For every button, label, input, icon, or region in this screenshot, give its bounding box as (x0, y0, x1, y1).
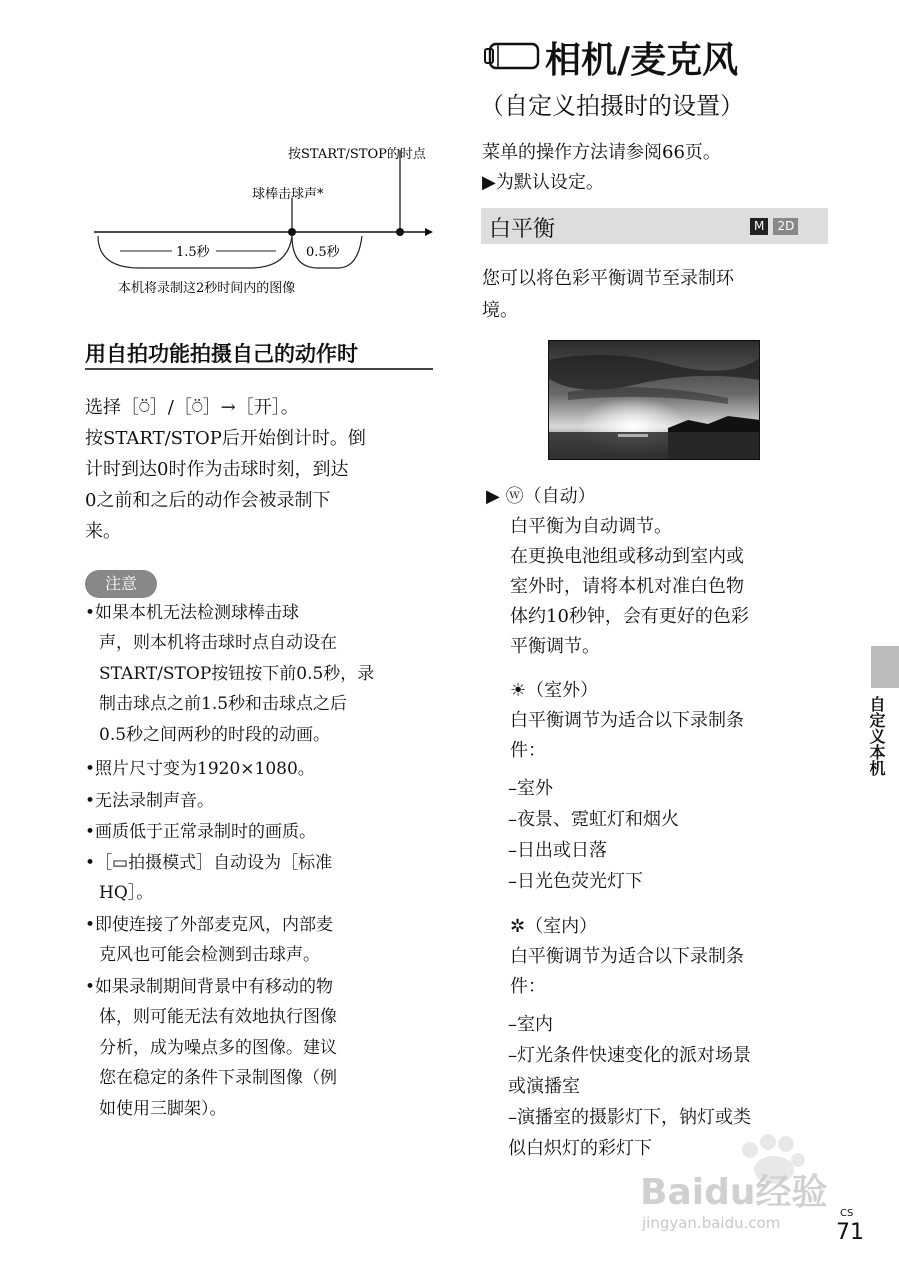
auto-option-heading: ▶ ⓦ（自动） (486, 486, 596, 507)
section-heading-self-capture: 用自拍功能拍摄自己的动作时 (85, 341, 358, 366)
page-title: 相机/麦克风 (545, 40, 739, 81)
auto-desc-line: 在更换电池组或移动到室内或 (510, 546, 744, 567)
note-item: •照片尺寸变为1920×1080。 (85, 759, 315, 779)
diagram-caption: 本机将录制这2秒时间内的图像 (118, 281, 296, 296)
outdoor-condition: –日光色荧光灯下 (508, 871, 643, 892)
watermark-url: jingyan.baidu.com (642, 1214, 781, 1232)
chapter-tab-marker (871, 646, 899, 688)
indoor-condition: 似白炽灯的彩灯下 (508, 1138, 652, 1159)
page-language-code: CS (840, 1208, 854, 1219)
left-para-line: 计时到达0时作为击球时刻，到达 (85, 459, 349, 480)
outdoor-desc-line: 白平衡调节为适合以下录制条 (510, 710, 744, 731)
auto-desc-line: 体约10秒钟，会有更好的色彩 (510, 606, 749, 627)
hit-sound-label: 球棒击球声* (252, 187, 324, 202)
note-line: 制击球点之前1.5秒和击球点之后 (99, 694, 348, 714)
section-desc-line: 境。 (482, 300, 518, 321)
left-para-line: 0之前和之后的动作会被录制下 (85, 490, 331, 511)
note-item: •［▭拍摄模式］自动设为［标准 (85, 853, 333, 873)
note-line: 克风也可能会检测到击球声。 (99, 945, 320, 965)
note-item: •即使连接了外部麦克风，内部麦 (85, 915, 334, 935)
indoor-desc-line: 白平衡调节为适合以下录制条 (510, 946, 744, 967)
camera-mic-icon (484, 40, 540, 72)
left-para-line: 选择［⍥］/［⍥］→［开］。 (85, 397, 299, 418)
section-desc-line: 您可以将色彩平衡调节至录制环 (482, 268, 734, 289)
after-duration-label: 0.5秒 (306, 245, 340, 260)
left-para-line: 按START/STOP后开始倒计时。倒 (85, 428, 366, 449)
note-line: 体，则可能无法有效地执行图像 (99, 1007, 337, 1027)
auto-desc-line: 平衡调节。 (510, 636, 600, 657)
indoor-desc-line: 件： (510, 976, 546, 997)
indoor-option-heading: ✲（室内） (510, 916, 598, 937)
indoor-condition: –室内 (508, 1014, 553, 1035)
intro-text: 菜单的操作方法请参阅66页。 (482, 142, 721, 163)
heading-divider (85, 368, 433, 370)
baidu-watermark (640, 1130, 840, 1240)
stop-point (396, 228, 404, 236)
before-duration-label: 1.5秒 (176, 245, 210, 260)
mode-icons (750, 218, 798, 236)
outdoor-condition: –夜景、霓虹灯和烟火 (508, 809, 679, 830)
hit-point (288, 228, 296, 236)
stop-label: 按START/STOP的时点 (288, 147, 426, 162)
outdoor-condition: –室外 (508, 778, 553, 799)
note-line: START/STOP按钮按下前0.5秒，录 (99, 664, 375, 684)
indoor-condition: –演播室的摄影灯下，钠灯或类 (508, 1107, 751, 1128)
white-balance-title: 白平衡 (489, 217, 556, 242)
auto-desc-line: 白平衡为自动调节。 (510, 516, 672, 537)
outdoor-condition: –日出或日落 (508, 840, 607, 861)
note-item: •画质低于正常录制时的画质。 (85, 822, 317, 842)
note-badge: 注意 (85, 570, 157, 598)
outdoor-option-heading: ☀（室外） (510, 680, 599, 701)
indoor-condition: –灯光条件快速变化的派对场景 (508, 1045, 751, 1066)
chapter-tab-label: 自定义本机 (867, 696, 886, 776)
outdoor-desc-line: 件： (510, 740, 546, 761)
note-line: 声，则本机将击球时点自动设在 (99, 633, 337, 653)
sunset-photo (548, 340, 760, 460)
note-line: HQ］。 (99, 883, 154, 903)
default-note: ▶为默认设定。 (482, 172, 604, 193)
indoor-condition: 或演播室 (508, 1076, 580, 1097)
note-item: •无法录制声音。 (85, 791, 215, 811)
page-subtitle: （自定义拍摄时的设置） (480, 92, 744, 120)
watermark-brand: Baidu经验 (640, 1172, 828, 1213)
note-line: 0.5秒之间两秒的时段的动画。 (99, 725, 331, 745)
auto-desc-line: 室外时，请将本机对准白色物 (510, 576, 744, 597)
note-line: 如使用三脚架）。 (99, 1099, 227, 1119)
left-para-line: 来。 (85, 521, 121, 542)
page-number: 71 (836, 1220, 864, 1245)
movie-mode-icon: M (750, 218, 768, 235)
note-line: 您在稳定的条件下录制图像（例 (99, 1068, 337, 1088)
hit-timing-diagram (80, 140, 440, 300)
2d-mode-icon: 2D (773, 218, 798, 235)
note-line: 分析，成为噪点多的图像。建议 (99, 1038, 337, 1058)
note-item: •如果本机无法检测球棒击球 (85, 603, 300, 623)
note-item: •如果录制期间背景中有移动的物 (85, 977, 334, 997)
